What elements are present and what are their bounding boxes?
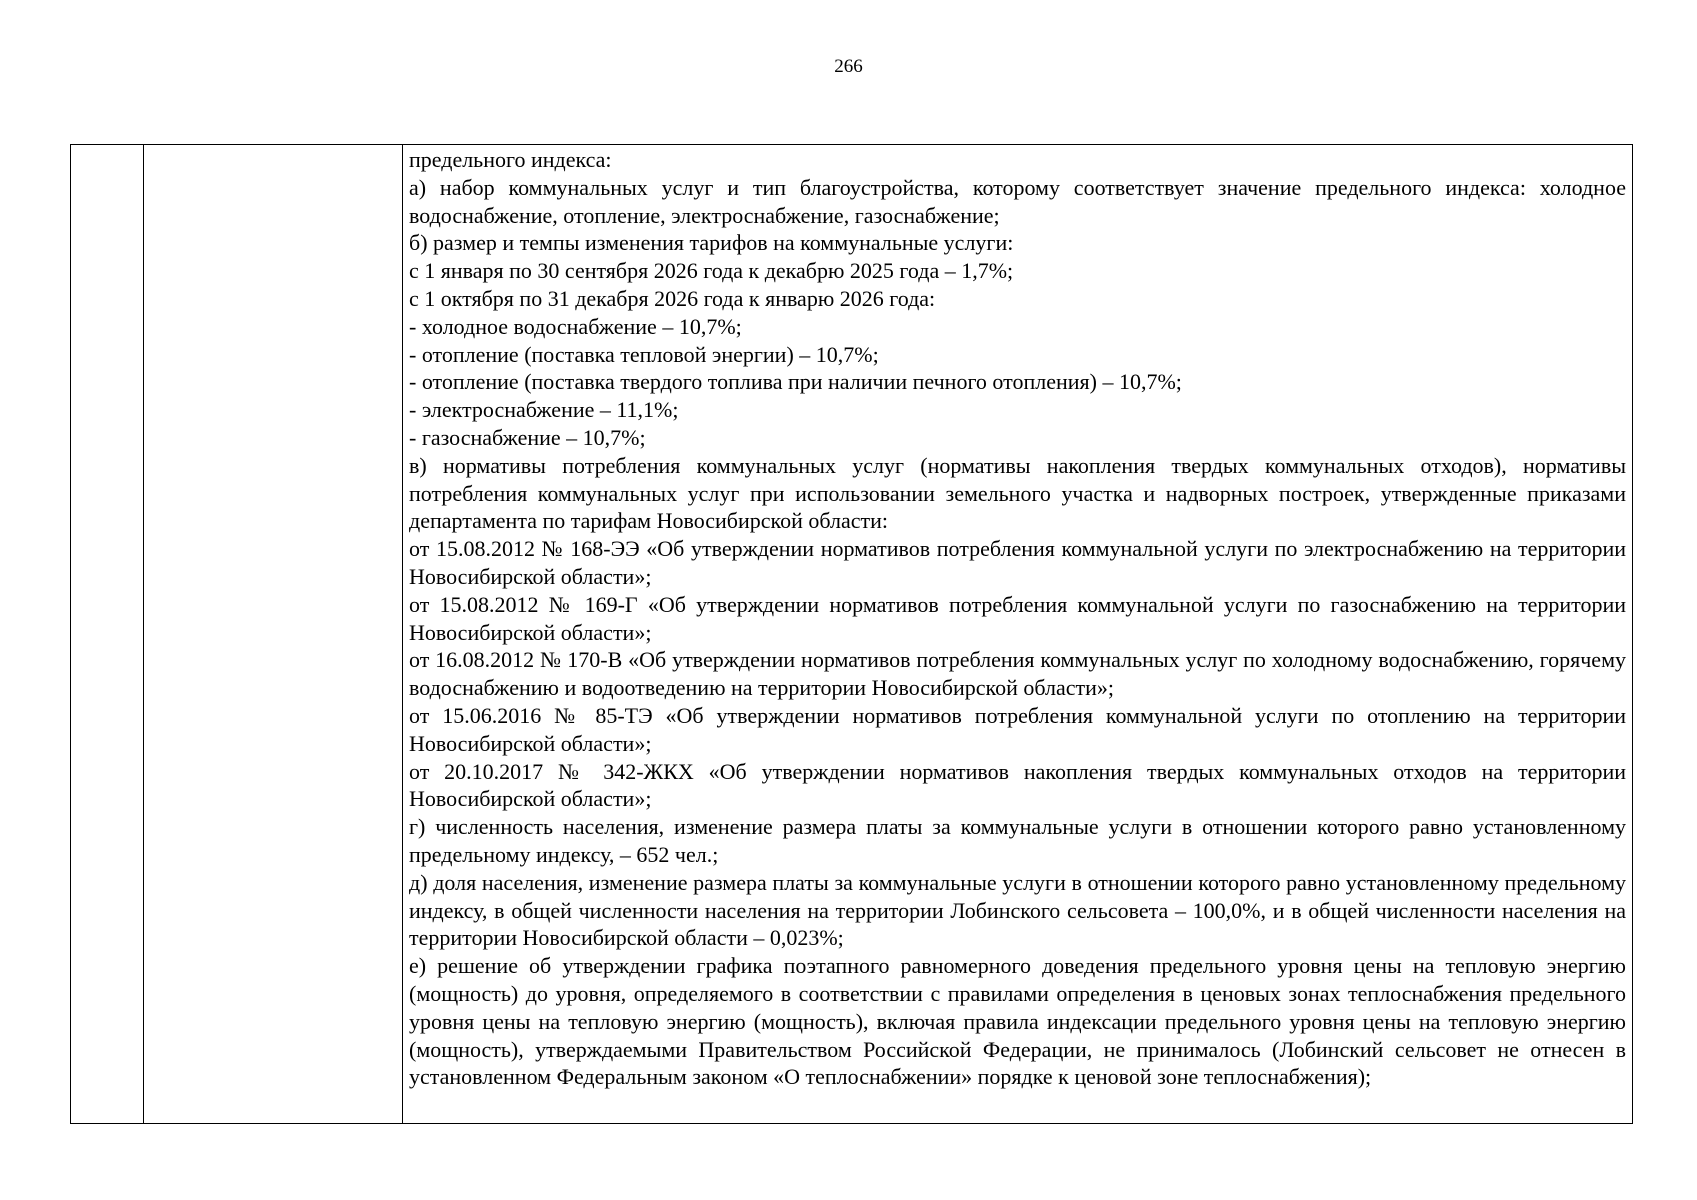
paragraph: предельного индекса: [409, 147, 612, 172]
paragraph: е) решение об утверждении графика поэтапного равномерного доведения предельного уровня цены на тепловую энергию (мощность) до уровня, определяемого в соответствии с правилами определения в ценовых зонах теплоснабжения предельного уровня цены на тепловую энергию (мощность), включая правила индексации предельного уровня цены на тепловую энергию (мощность), утверждаемыми Правительством Российской Федерации, не принималось (Лобинский сельсовет не отнесен в установленном Федеральным законом «О теплоснабжении» порядке к ценовой зоне теплоснабжения); [409, 953, 1626, 1090]
paragraph: от 15.06.2016 № 85-ТЭ «Об утверждении нормативов потребления коммунальной услуги по отоплению на территории Новосибирской области»; [409, 702, 1626, 756]
paragraph: а) набор коммунальных услуг и тип благоустройства, которому соответствует значение предельного индекса: холодное водоснабжение, отопление, электроснабжение, газоснабжение; [409, 174, 1626, 228]
document-table [70, 144, 1633, 1124]
page-number: 266 [834, 56, 863, 77]
paragraph: - электроснабжение – 11,1%; [409, 397, 679, 423]
table-cell-name [144, 145, 403, 1124]
paragraph: д) доля населения, изменение размера платы за коммунальные услуги в отношении которого равно установленному предельному индексу, в общей численности населения на территории Лобинского сельсовета – 100,0%, и в общей численности населения на территории Новосибирской области – 0,023%; [409, 869, 1626, 951]
cell-text [403, 145, 1632, 1091]
paragraph: г) численность населения, изменение размера платы за коммунальные услуги в отношении которого равно установленному предельному индексу, – 652 чел.; [409, 814, 1626, 867]
paragraph: б) размер и темпы изменения тарифов на коммунальные услуги: [409, 230, 1014, 256]
paragraph: от 15.08.2012 № 168-ЭЭ «Об утверждении нормативов потребления коммунальной услуги по электроснабжению на территории Новосибирской области»; [409, 536, 1626, 589]
table-cell-number [71, 145, 144, 1124]
paragraph: - отопление (поставка твердого топлива при наличии печного отопления) – 10,7%; [409, 369, 1182, 395]
paragraph: - холодное водоснабжение – 10,7%; [409, 313, 742, 339]
paragraph: от 20.10.2017 № 342-ЖКХ «Об утверждении нормативов накопления твердых коммунальных отходов на территории Новосибирской области»; [409, 758, 1626, 812]
paragraph: от 15.08.2012 № 169-Г «Об утверждении нормативов потребления коммунальной услуги по газоснабжению на территории Новосибирской области»; [409, 591, 1626, 645]
paragraph: от 16.08.2012 № 170-В «Об утверждении нормативов потребления коммунальных услуг по холодному водоснабжению, горячему водоснабжению и водоотведению на территории Новосибирской области»; [409, 647, 1626, 701]
paragraph: в) нормативы потребления коммунальных услуг (нормативы накопления твердых коммунальных отходов), нормативы потребления коммунальных услуг при использовании земельного участка и надворных построек, утвержденные приказами департамента по тарифам Новосибирской области: [409, 452, 1626, 534]
table-cell-content [403, 145, 1633, 1124]
paragraph: с 1 января по 30 сентября 2026 года к декабрю 2025 года – 1,7%; [409, 258, 1014, 284]
paragraph: - отопление (поставка тепловой энергии) – 10,7%; [409, 341, 879, 367]
paragraph: с 1 октября по 31 декабря 2026 года к январю 2026 года: [409, 285, 936, 311]
paragraph: - газоснабжение – 10,7%; [409, 424, 646, 450]
table-row [71, 145, 1633, 1124]
